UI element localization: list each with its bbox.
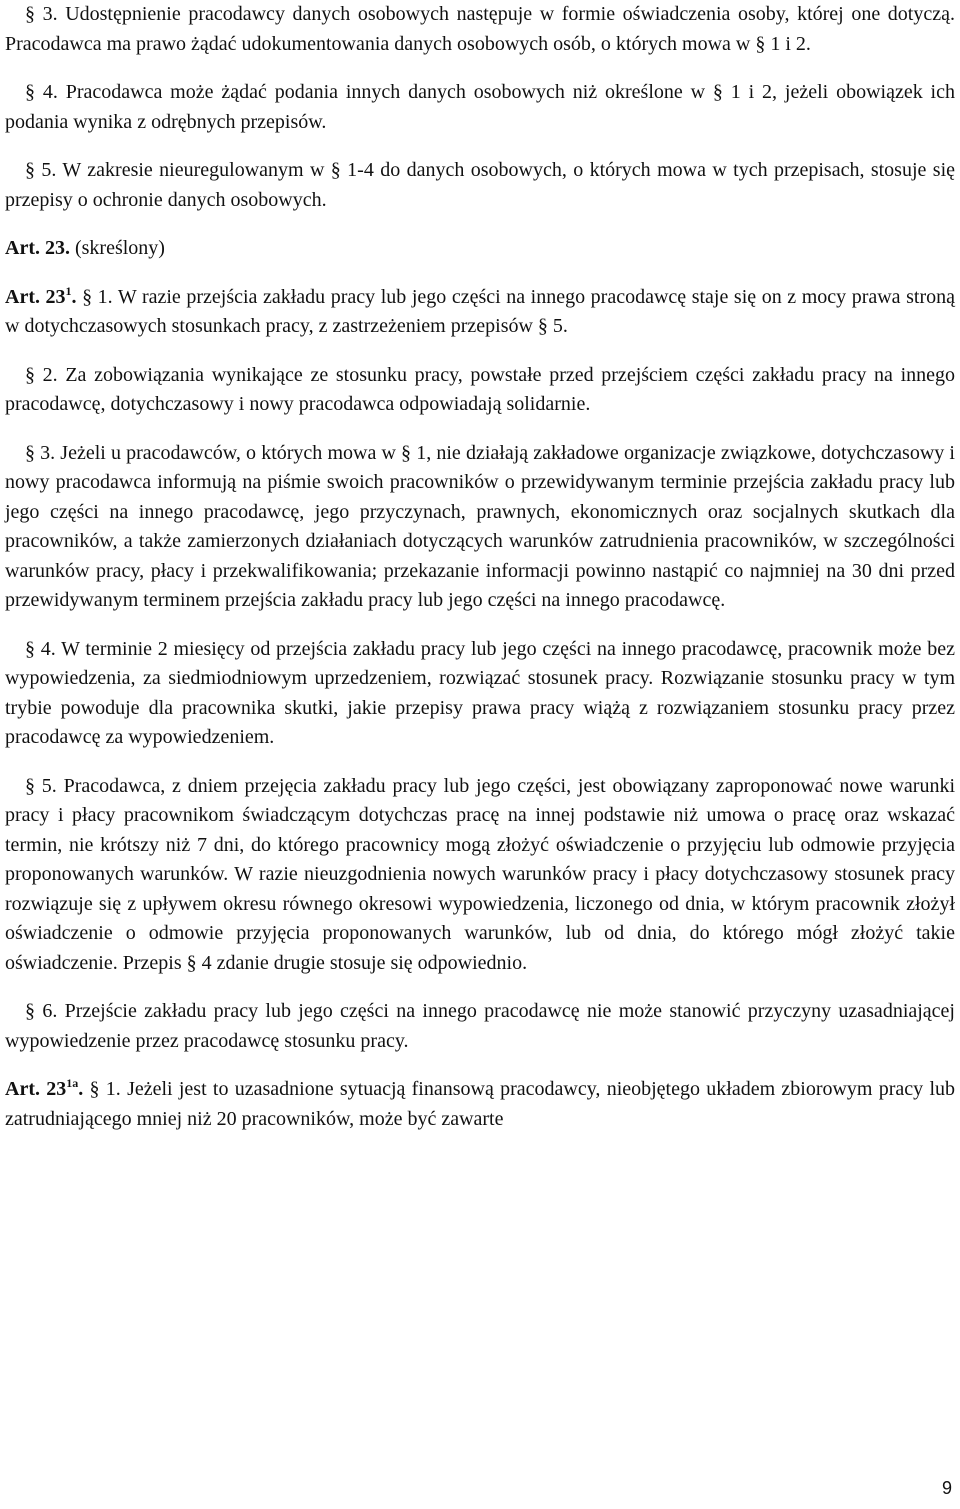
article-label xyxy=(5,283,77,308)
paragraph-text: § 4. W terminie 2 miesięcy od przejścia zakładu pracy lub jego części na innego pracodawcę, pracownik może bez wypowiedzenia, za siedmiodniowym uprzedzeniem, rozwiązać stosunek pracy. Rozwiązanie stosunku pracy w tym trybie powoduje dla pracownika skutki, jakie przepisy prawa pracy wiążą z rozwiązaniem stosunku pracy przez pracodawcę za wypowiedzeniem. xyxy=(5,637,955,748)
article-superscript: 1a xyxy=(66,1076,79,1090)
article-text: (skreślony) xyxy=(74,237,165,259)
article-text: § 1. W razie przejścia zakładu pracy lub jego części na innego pracodawcę staje się on z mocy prawa stroną w dotychczasowych stosunkach pracy, z zastrzeżeniem przepisów § 5. xyxy=(5,285,955,337)
paragraph-art23-1-sec4 xyxy=(5,635,955,753)
paragraph-art23-1-sec6 xyxy=(5,997,955,1056)
article-label-dot: . xyxy=(78,1078,84,1100)
article-23-1a xyxy=(5,1075,955,1134)
paragraph-text: § 5. Pracodawca, z dniem przejęcia zakładu pracy lub jego części, jest obowiązany zaproponować nowe warunki pracy i płacy pracownikom świadczącym dotychczas pracę na innej podstawie niż umowa o pracę oraz wskazać termin, nie krótszy niż 7 dni, do którego pracownicy mogą złożyć oświadczenie o przyjęciu lub odmowie przyjęcia proponowanych warunków. W razie nieuzgodnienia nowych warunków pracy i płacy dotychczasowy stosunek pracy rozwiązuje się z upływem okresu równego okresowi wypowiedzenia, liczonego od dnia, w którym pracownik złożył oświadczenie o odmowie przyjęcia proponowanych warunków, lub od dnia, do którego mógł złożyć takie oświadczenie. Przepis § 4 zdanie drugie stosuje się odpowiednio. xyxy=(5,774,955,974)
paragraph-sec4 xyxy=(5,78,955,137)
paragraph-text: § 3. Jeżeli u pracodawców, o których mowa w § 1, nie działają zakładowe organizacje związkowe, dotychczasowy i nowy pracodawca informują na piśmie swoich pracowników o przewidywanym terminie przejścia zakładu pracy lub jego części na innego pracodawcę, jego przyczynach, prawnych, ekonomicznych oraz socjalnych skutkach dla pracowników, a także zamierzonych działaniach dotyczących warunków zatrudnienia pracowników, w szczególności warunków pracy, płacy i przekwalifikowania; przekazanie informacji powinno nastąpić co najmniej na 30 dni przed przewidywanym terminem przejścia zakładu pracy lub jego części na innego pracodawcę. xyxy=(5,441,955,611)
article-label-dot: . xyxy=(71,285,77,308)
article-23-1 xyxy=(5,283,955,342)
paragraph-art23-1-sec5 xyxy=(5,772,955,979)
article-label-main: Art. 23 xyxy=(5,1078,67,1100)
paragraph-sec5 xyxy=(5,156,955,215)
paragraph-text: § 6. Przejście zakładu pracy lub jego części na innego pracodawcę nie może stanowić przyczyny uzasadniającej wypowiedzenie przez pracodawcę stosunku pracy. xyxy=(5,1000,955,1052)
article-label: Art. 23. xyxy=(5,237,70,259)
paragraph-art23-1-sec2 xyxy=(5,361,955,420)
paragraph-text: § 2. Za zobowiązania wynikające ze stosunku pracy, powstałe przed przejściem części zakładu pracy na innego pracodawcę, dotychczasowy i nowy pracodawca odpowiadają solidarnie. xyxy=(5,363,955,415)
document-page xyxy=(5,0,955,1153)
paragraph-text: § 4. Pracodawca może żądać podania innych danych osobowych niż określone w § 1 i 2, jeżeli obowiązek ich podania wynika z odrębnych przepisów. xyxy=(5,81,955,133)
article-text: § 1. Jeżeli jest to uzasadnione sytuacją finansową pracodawcy, nieobjętego układem zbiorowym pracy lub zatrudniającego mniej niż 20 pracowników, może być zawarte xyxy=(5,1078,955,1130)
article-superscript: 1 xyxy=(65,283,72,298)
paragraph-sec3 xyxy=(5,0,955,59)
article-23 xyxy=(5,234,955,264)
paragraph-text: § 5. W zakresie nieuregulowanym w § 1-4 do danych osobowych, o których mowa w tych przepisach, stosuje się przepisy o ochronie danych osobowych. xyxy=(5,159,955,211)
paragraph-text: § 3. Udostępnienie pracodawcy danych osobowych następuje w formie oświadczenia osoby, której one dotyczą. Pracodawca ma prawo żądać udokumentowania danych osobowych osób, o których mowa w § 1 i 2. xyxy=(5,3,955,55)
paragraph-art23-1-sec3 xyxy=(5,439,955,616)
page-number: 9 xyxy=(941,1478,952,1498)
article-label-main: Art. 23 xyxy=(5,285,66,308)
article-label xyxy=(5,1078,83,1100)
